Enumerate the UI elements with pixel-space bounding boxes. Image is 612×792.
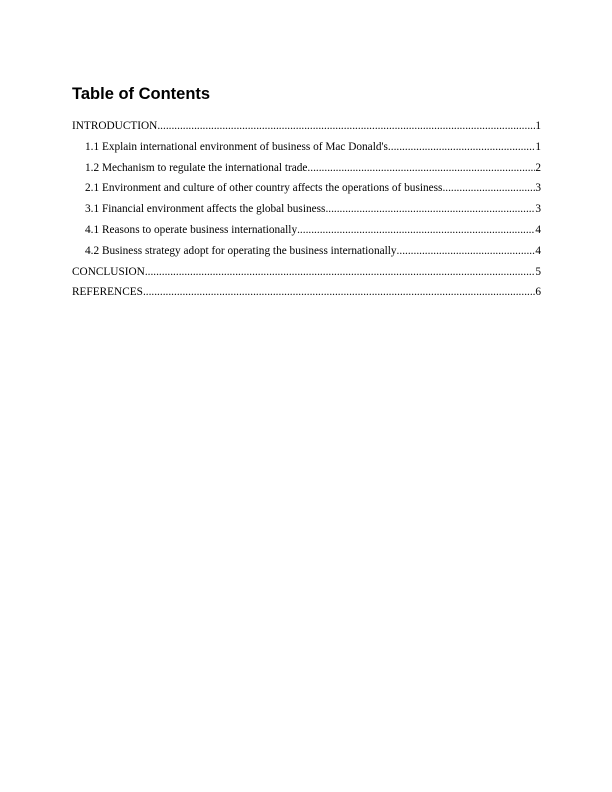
toc-entry-1-2[interactable] <box>85 158 541 179</box>
toc-entry-references[interactable] <box>72 282 541 303</box>
toc-dot-leader <box>145 262 536 283</box>
toc-page-number: 1 <box>535 120 541 132</box>
toc-entry-4-2[interactable] <box>85 241 541 262</box>
toc-list <box>0 116 612 303</box>
toc-dot-leader <box>397 241 536 262</box>
toc-entry-label: INTRODUCTION <box>72 120 158 132</box>
toc-dot-leader <box>388 137 535 158</box>
toc-page-number: 4 <box>535 244 541 257</box>
toc-page-number: 1 <box>535 140 541 153</box>
toc-entry-label: 4.2 Business strategy adopt for operating the business internationally <box>85 244 397 257</box>
toc-entry-label: REFERENCES <box>72 286 143 299</box>
toc-entry-label: 3.1 Financial environment affects the global business <box>85 203 326 216</box>
toc-entry-2-1[interactable] <box>85 178 541 199</box>
toc-heading: Table of Contents <box>72 85 211 103</box>
toc-page-number: 4 <box>535 223 541 236</box>
toc-entry-label: CONCLUSION <box>72 265 145 278</box>
toc-entry-3-1[interactable] <box>85 199 541 220</box>
toc-entry-conclusion[interactable] <box>72 262 541 283</box>
toc-entry-label: 4.1 Reasons to operate business internationally <box>85 223 298 236</box>
toc-entry-introduction[interactable] <box>72 116 541 137</box>
toc-dot-leader <box>325 199 535 220</box>
toc-page-number: 6 <box>535 286 541 299</box>
toc-page-number: 2 <box>535 161 541 174</box>
toc-dot-leader <box>442 178 535 199</box>
toc-entry-label: 2.1 Environment and culture of other country affects the operations of business <box>85 182 443 195</box>
toc-entry-label: 1.2 Mechanism to regulate the international trade <box>85 161 308 174</box>
toc-page-number: 3 <box>535 182 541 195</box>
toc-page-number: 3 <box>535 203 541 216</box>
toc-page-number: 5 <box>535 265 541 278</box>
toc-dot-leader <box>157 116 535 137</box>
toc-dot-leader <box>143 282 535 303</box>
toc-dot-leader <box>307 158 535 179</box>
toc-entry-label: 1.1 Explain international environment of business of Mac Donald's <box>85 140 388 153</box>
toc-entry-1-1[interactable] <box>85 137 541 158</box>
toc-dot-leader <box>297 220 535 241</box>
toc-entry-4-1[interactable] <box>85 220 541 241</box>
